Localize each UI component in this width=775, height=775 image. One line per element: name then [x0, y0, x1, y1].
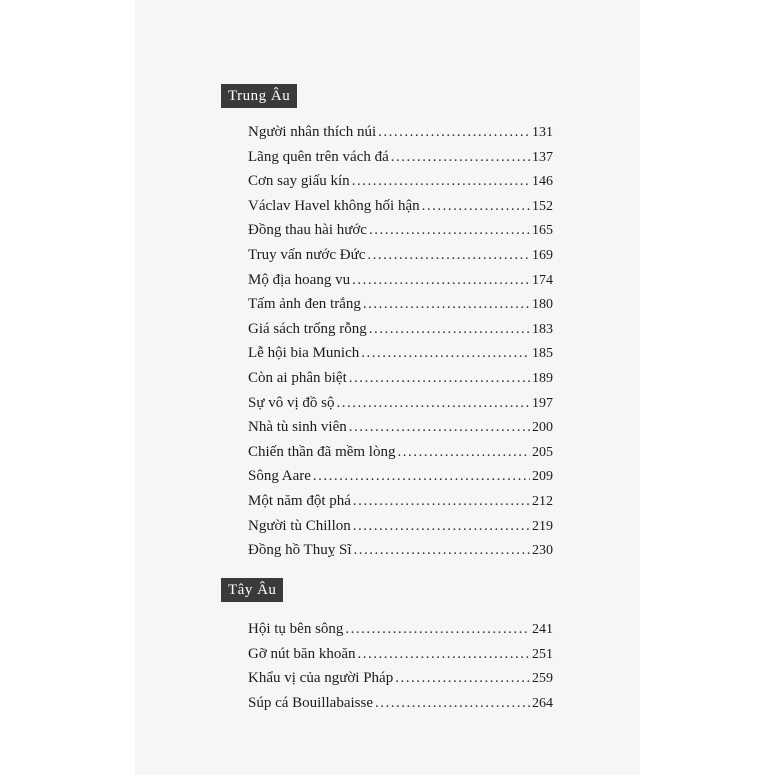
- toc-entry: [248, 222, 553, 247]
- toc-entry-title: Đồng thau hài hước: [248, 222, 367, 239]
- toc-entry-page-number: 169: [532, 247, 553, 263]
- toc-entry-title: Hội tụ bên sông: [248, 621, 344, 637]
- toc-entry-page-number: 131: [532, 125, 553, 140]
- toc-entry-page-number: 200: [532, 420, 553, 436]
- dot-leader: [369, 222, 530, 239]
- toc-entry-page-number: 185: [532, 346, 553, 362]
- dot-leader: [349, 370, 530, 387]
- dot-leader: [345, 621, 530, 638]
- dot-leader: [422, 198, 530, 215]
- toc-entry-page-number: 146: [532, 174, 553, 190]
- toc-entry-title: Gỡ nút băn khoăn: [248, 645, 356, 662]
- toc-entry: [248, 395, 553, 420]
- toc-entry-title: Đồng hồ Thuỵ Sĩ: [248, 542, 352, 559]
- toc-entry-title: Súp cá Bouillabaisse: [248, 694, 373, 711]
- toc-entry-title: Giá sách trống rỗng: [248, 320, 367, 337]
- dot-leader: [313, 468, 530, 485]
- toc-entry: [248, 493, 553, 518]
- toc-entry: [248, 296, 553, 321]
- toc-entry-page-number: 152: [532, 198, 553, 214]
- toc-entry: [248, 695, 553, 720]
- toc-entry: [248, 149, 553, 174]
- dot-leader: [397, 444, 530, 461]
- toc-entry-title: Tấm ảnh đen trắng: [248, 296, 361, 313]
- toc-entry-page-number: 230: [532, 543, 553, 559]
- toc-entry-title: Sự vô vị đồ sộ: [248, 394, 335, 411]
- dot-leader: [378, 124, 530, 141]
- toc-entry: [248, 419, 553, 444]
- toc-entry-page-number: 241: [532, 622, 553, 637]
- dot-leader: [395, 670, 530, 687]
- toc-list-trung-au: [248, 124, 553, 567]
- dot-leader: [369, 321, 530, 338]
- toc-entry-title: Truy vấn nước Đức: [248, 246, 366, 263]
- dot-leader: [352, 173, 530, 190]
- dot-leader: [353, 542, 530, 559]
- toc-entry-page-number: 259: [532, 671, 553, 687]
- dot-leader: [375, 695, 530, 712]
- dot-leader: [367, 247, 530, 264]
- toc-entry: [248, 542, 553, 567]
- dot-leader: [336, 395, 530, 412]
- toc-entry: [248, 518, 553, 543]
- toc-entry: [248, 670, 553, 695]
- toc-entry-page-number: 264: [532, 695, 553, 711]
- dot-leader: [358, 646, 531, 663]
- toc-entry: [248, 444, 553, 469]
- toc-entry-page-number: 219: [532, 518, 553, 534]
- toc-entry: [248, 345, 553, 370]
- toc-entry: [248, 468, 553, 493]
- section-label-tay-au: Tây Âu: [221, 578, 283, 602]
- toc-entry-page-number: 251: [532, 646, 553, 662]
- toc-entry-title: Còn ai phân biệt: [248, 369, 347, 386]
- toc-entry-title: Cơn say giấu kín: [248, 173, 350, 190]
- dot-leader: [363, 296, 530, 313]
- toc-entry-page-number: 197: [532, 395, 553, 411]
- toc-entry-page-number: 205: [532, 444, 553, 460]
- toc-entry-title: Nhà tù sinh viên: [248, 419, 347, 436]
- toc-entry: [248, 321, 553, 346]
- toc-entry-title: Người nhân thích núi: [248, 124, 377, 140]
- toc-entry-title: Václav Havel không hối hận: [248, 197, 420, 214]
- toc-entry-title: Một năm đột phá: [248, 492, 351, 509]
- toc-entry-title: Sông Aare: [248, 468, 311, 485]
- toc-entry: [248, 198, 553, 223]
- toc-entry-title: Mộ địa hoang vu: [248, 271, 351, 288]
- toc-entry-page-number: 174: [532, 272, 553, 288]
- dot-leader: [353, 518, 530, 535]
- toc-entry: [248, 646, 553, 671]
- toc-entry: [248, 370, 553, 395]
- toc-entry: [248, 247, 553, 272]
- toc-entry-page-number: 183: [532, 321, 553, 337]
- toc-entry-page-number: 165: [532, 223, 553, 239]
- dot-leader: [391, 149, 530, 166]
- toc-entry: [248, 621, 553, 646]
- toc-entry: [248, 173, 553, 198]
- dot-leader: [353, 493, 530, 510]
- toc-list-tay-au: [248, 621, 553, 719]
- toc-entry: [248, 272, 553, 297]
- toc-entry-title: Chiến thần đã mềm lòng: [248, 443, 396, 460]
- dot-leader: [349, 419, 530, 436]
- toc-entry-page-number: 137: [532, 149, 553, 165]
- toc-entry-title: Lễ hội bia Munich: [248, 345, 360, 362]
- toc-entry-page-number: 189: [532, 370, 553, 386]
- toc-entry-title: Người tù Chillon: [248, 517, 351, 534]
- toc-entry-page-number: 180: [532, 297, 553, 313]
- section-label-trung-au: Trung Âu: [221, 84, 297, 108]
- toc-entry-title: Lãng quên trên vách đá: [248, 148, 389, 165]
- toc-entry-page-number: 209: [532, 469, 553, 485]
- toc-entry: [248, 124, 553, 149]
- dot-leader: [361, 345, 530, 362]
- dot-leader: [352, 272, 530, 289]
- toc-entry-title: Khẩu vị của người Pháp: [248, 670, 394, 687]
- toc-entry-page-number: 212: [532, 493, 553, 509]
